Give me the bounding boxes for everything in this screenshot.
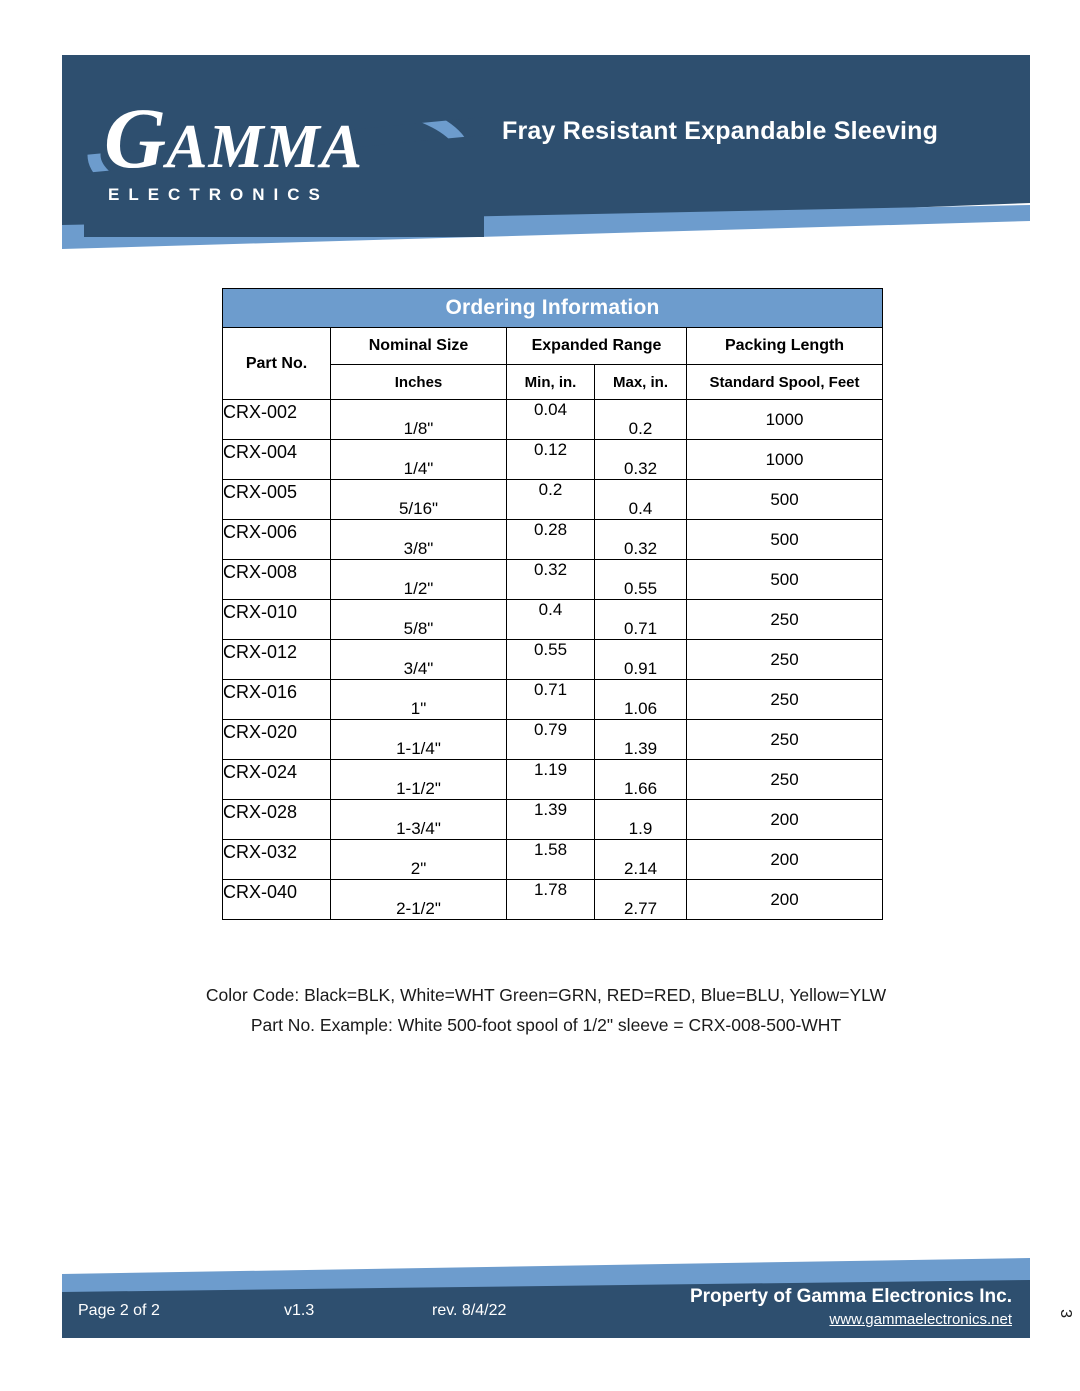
- cell-nominal: 1": [331, 680, 507, 720]
- cell-max: 1.06: [595, 680, 687, 720]
- cell-pack: 500: [687, 560, 883, 600]
- cell-min: 0.32: [507, 560, 595, 600]
- cell-max: 0.2: [595, 400, 687, 440]
- table-row: [223, 800, 883, 840]
- page-header: [62, 55, 1030, 255]
- cell-part-no: CRX-028: [223, 800, 331, 840]
- cell-min: 0.55: [507, 640, 595, 680]
- cell-nominal: 2": [331, 840, 507, 880]
- footer-website-link[interactable]: www.gammaelectronics.net: [829, 1311, 1012, 1328]
- cell-max: 2.14: [595, 840, 687, 880]
- cell-min: 0.28: [507, 520, 595, 560]
- logo-subtitle: ELECTRONICS: [108, 185, 329, 204]
- cell-pack: 200: [687, 800, 883, 840]
- cell-min: 1.19: [507, 760, 595, 800]
- cell-nominal: 1/2": [331, 560, 507, 600]
- cell-max: 1.66: [595, 760, 687, 800]
- footer-page-number: Page 2 of 2: [78, 1302, 160, 1319]
- table-title: Ordering Information: [223, 289, 883, 328]
- table-row: [223, 680, 883, 720]
- cell-pack: 200: [687, 880, 883, 920]
- header-nominal-size: Nominal Size: [331, 328, 507, 365]
- cell-pack: 250: [687, 760, 883, 800]
- cell-nominal: 1-3/4": [331, 800, 507, 840]
- cell-min: 0.4: [507, 600, 595, 640]
- side-page-number: 3: [1057, 1309, 1074, 1318]
- cell-part-no: CRX-032: [223, 840, 331, 880]
- cell-part-no: CRX-008: [223, 560, 331, 600]
- header-expanded-range: Expanded Range: [507, 328, 687, 365]
- table-row: [223, 400, 883, 440]
- cell-min: 1.78: [507, 880, 595, 920]
- header-standard-spool-feet: Standard Spool, Feet: [687, 365, 883, 400]
- document-title: Fray Resistant Expandable Sleeving: [502, 117, 939, 145]
- footer-right-block: [690, 1286, 1012, 1328]
- logo-letter-g: G: [104, 90, 167, 186]
- table-row: [223, 440, 883, 480]
- cell-min: 0.04: [507, 400, 595, 440]
- cell-part-no: CRX-012: [223, 640, 331, 680]
- cell-min: 1.39: [507, 800, 595, 840]
- cell-part-no: CRX-016: [223, 680, 331, 720]
- table-row: [223, 840, 883, 880]
- cell-part-no: CRX-002: [223, 400, 331, 440]
- cell-pack: 500: [687, 480, 883, 520]
- cell-part-no: CRX-004: [223, 440, 331, 480]
- header-max-in: Max, in.: [595, 365, 687, 400]
- table-row: [223, 600, 883, 640]
- header-packing-length: Packing Length: [687, 328, 883, 365]
- cell-pack: 250: [687, 600, 883, 640]
- cell-min: 0.2: [507, 480, 595, 520]
- part-number-example-note: Part No. Example: White 500-foot spool of 1/2" sleeve = CRX-008-500-WHT: [250, 1015, 842, 1035]
- cell-pack: 200: [687, 840, 883, 880]
- table-row: [223, 760, 883, 800]
- cell-min: 0.71: [507, 680, 595, 720]
- cell-part-no: CRX-040: [223, 880, 331, 920]
- cell-nominal: 3/4": [331, 640, 507, 680]
- cell-nominal: 3/8": [331, 520, 507, 560]
- cell-nominal: 1-1/2": [331, 760, 507, 800]
- header-min-in: Min, in.: [507, 365, 595, 400]
- cell-nominal: 5/16": [331, 480, 507, 520]
- cell-pack: 500: [687, 520, 883, 560]
- cell-part-no: CRX-024: [223, 760, 331, 800]
- table-row: [223, 520, 883, 560]
- cell-pack: 250: [687, 720, 883, 760]
- cell-max: 1.9: [595, 800, 687, 840]
- ordering-information-table: [222, 288, 882, 920]
- cell-part-no: CRX-010: [223, 600, 331, 640]
- cell-part-no: CRX-005: [223, 480, 331, 520]
- cell-max: 0.32: [595, 520, 687, 560]
- cell-max: 0.91: [595, 640, 687, 680]
- table-row: [223, 640, 883, 680]
- cell-max: 0.71: [595, 600, 687, 640]
- cell-pack: 1000: [687, 400, 883, 440]
- table-row: [223, 560, 883, 600]
- logo-wordmark: [104, 90, 364, 186]
- header-inches: Inches: [331, 365, 507, 400]
- cell-nominal: 1-1/4": [331, 720, 507, 760]
- table-body: [223, 400, 883, 920]
- cell-min: 1.58: [507, 840, 595, 880]
- table-row: [223, 880, 883, 920]
- gamma-electronics-logo: [84, 77, 484, 237]
- footer-property-text: Property of Gamma Electronics Inc.: [689, 1286, 1012, 1307]
- cell-nominal: 1/8": [331, 400, 507, 440]
- table-row: [223, 720, 883, 760]
- cell-nominal: 5/8": [331, 600, 507, 640]
- cell-part-no: CRX-006: [223, 520, 331, 560]
- cell-max: 0.4: [595, 480, 687, 520]
- footer-version: v1.3: [284, 1302, 315, 1319]
- cell-max: 2.77: [595, 880, 687, 920]
- cell-nominal: 2-1/2": [331, 880, 507, 920]
- cell-pack: 250: [687, 680, 883, 720]
- cell-pack: 1000: [687, 440, 883, 480]
- table-row: [223, 480, 883, 520]
- cell-max: 0.55: [595, 560, 687, 600]
- footer-revision: rev. 8/4/22: [432, 1302, 507, 1319]
- cell-max: 1.39: [595, 720, 687, 760]
- cell-min: 0.12: [507, 440, 595, 480]
- cell-min: 0.79: [507, 720, 595, 760]
- header-part-no: Part No.: [223, 328, 331, 400]
- cell-pack: 250: [687, 640, 883, 680]
- notes-block: [62, 980, 1030, 1040]
- cell-max: 0.32: [595, 440, 687, 480]
- color-code-note: Color Code: Black=BLK, White=WHT Green=GRN, RED=RED, Blue=BLU, Yellow=YLW: [205, 985, 887, 1005]
- cell-part-no: CRX-020: [223, 720, 331, 760]
- page-footer: [62, 1258, 1030, 1338]
- logo-letters-amma: AMMA: [166, 113, 364, 181]
- cell-nominal: 1/4": [331, 440, 507, 480]
